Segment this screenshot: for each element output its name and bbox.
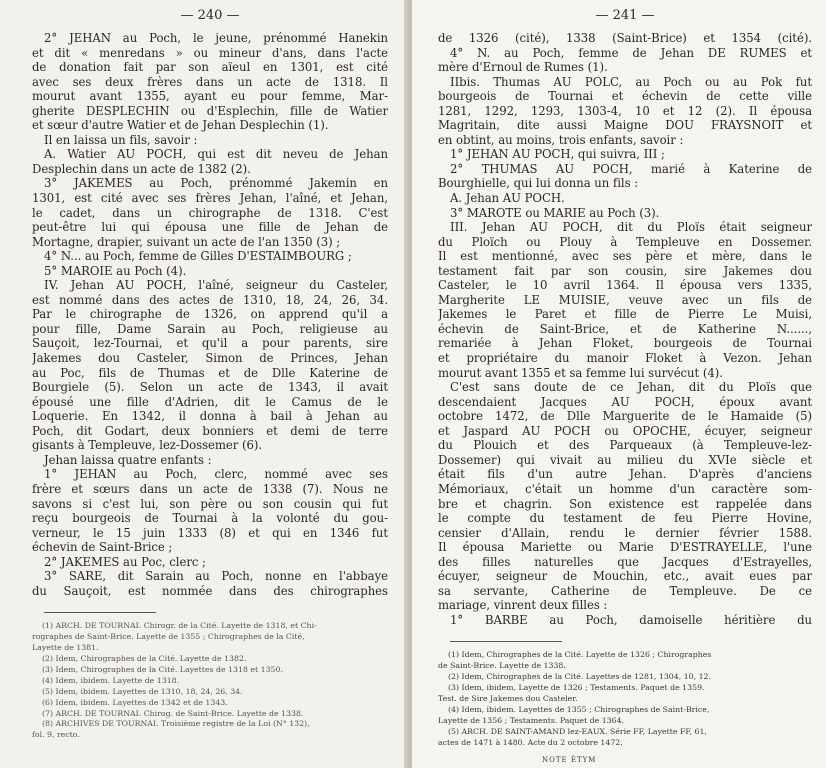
text-line: A. Watier AU POCH, qui est dit neveu de Jehan [44,147,388,162]
text-line: échevin de Saint-Brice ; [32,540,173,555]
text-line: 2° THUMAS AU POCH, marié à Katerine de [450,161,812,176]
text-line: 2° JAKEMES au Poc, clerc ; [44,554,206,569]
text-line: 1301, est cité avec ses frères Jehan, l'aîné, et Jehan, [32,191,388,206]
footnote-line: actes de 1471 à 1480. Acte du 2 octobre 1472. [438,737,623,747]
text-line: Bourghielle, qui lui donna un fils : [438,176,639,191]
text-line: du Plouich et des Parqueaux (à Templeuve-lez- [438,438,812,453]
text-line: au Poc, fils de Thumas et de Dlle Katerine de [32,365,388,380]
text-line: Loquerie. En 1342, il donna à bail à Jehan au [32,409,388,424]
left-page [0,0,408,768]
text-line: Jakemes le Paret et fille de Pierre Le Muisi, [438,307,812,322]
text-line: IV. Jehan AU POCH, l'aîné, seigneur du Casteler, [44,278,388,293]
text-line: le compte du testament de feu Pierre Hovine, [438,511,812,526]
text-line: Dossemer) qui vivait au milieu du XVIe siècle et [438,452,812,467]
text-line: testament fait par son cousin, sire Jakemes dou [438,263,812,278]
text-line: Il en laissa un fils, savoir : [44,132,198,147]
text-line: Jakemes dou Casteler, Simon de Princes, Jehan [32,351,388,366]
footnote-rule [450,641,562,642]
text-line: gisants à Templeuve, lez-Dossemer (6). [32,438,263,453]
text-line: Jehan laissa quatre enfants : [44,452,212,467]
text-line: octobre 1472, de Dlle Marguerite de le Hamaide (5) [438,409,812,424]
text-line: savons si c'est lui, son père ou son cousin qui fut [32,496,388,511]
text-line: pour fille, Dame Sarain au Poch, religieuse au [32,321,388,336]
footnote-line: (5) Idem, ibidem. Layettes de 1310, 18, 24, 26, 34. [42,686,243,696]
footnote-line: (4) Idem, ibidem. Layette de 1318. [42,675,180,685]
text-line: descendaient Jacques AU POCH, époux avant [438,394,812,409]
footnote-line: (3) Idem, ibidem, Layette de 1326 ; Testaments. Paquet de 1359. [448,683,705,693]
text-line: et dit « menredans » ou mineur d'ans, dans l'acte [32,45,388,60]
footnote-line: (5) ARCH. DE SAINT-AMAND lez-EAUX. Série FF, Layette FF, 61, [448,726,707,736]
footnote-line: (3) Idem, Chirographes de la Cité. Layettes de 1318 et 1350. [42,664,283,674]
text-line: épousé une fille d'Adrien, dit le Camus de le [32,394,388,409]
text-line: de donation fait par son aïeul en 1301, est cité [32,60,388,75]
text-line: du Ploïch ou Plouy à Templeuve en Dossemer. [438,234,812,249]
text-line: des filles naturelles que Jacques d'Estrayelles, [438,554,812,569]
text-line: 3° MAROTE ou MARIE au Poch (3). [450,205,660,220]
text-line: mourut avant 1355, ayant eu pour femme, Mar- [32,89,388,104]
footnote-line: Layette de 1356 ; Testaments. Paquet de 1364. [438,715,625,725]
text-line: C'est sans doute de ce Jehan, dit du Ploïs que [450,380,812,395]
text-line: sa servante, Catherine de Templeuve. De ce [438,583,812,598]
text-line: reçu bourgeois de Tournai à la volonté du gou- [32,511,388,526]
text-line: peut-être lui qui épousa une fille de Jehan de [32,220,388,235]
text-line: bre et chagrin. Son existence est rappelée dans [438,496,812,511]
text-line: Sauçoit, lez-Tournai, et qu'il a pour parents, sire [32,336,388,351]
text-line: en obtint, au moins, trois enfants, savoir : [438,132,684,147]
text-line: avec ses deux frères dans un acte de 1318. Il [32,74,388,89]
text-line: Poch, dit Godart, deux bonniers et demi de terre [32,423,388,438]
footnote-line: (2) Idem, Chirographes de la Cité. Layettes de 1281, 1304, 10, 12. [448,672,711,682]
text-line: Mémoriaux, c'était un homme d'un caractère som- [438,481,812,496]
text-line: frère et sœurs dans un acte de 1338 (7). Nous ne [32,481,388,496]
text-line: IIbis. Thumas AU POLC, au Poch ou au Pok fut [450,74,812,89]
text-line: Margherite LE MUISIE, veuve avec un fils de [438,292,812,307]
left-footnotes [32,621,388,741]
footnote-line: (6) Idem, ibidem. Layettes de 1342 et de 1343. [42,697,228,707]
text-line: du Sauçoit, est nommée dans des chirographes [32,583,388,598]
text-line: Il épousa Mariette ou Marie D'ESTRAYELLE, l'une [438,540,812,555]
footnote-line: (7) ARCH. DE TOURNAI. Chirog. de Saint-Brice. Layette de 1338. [42,708,304,718]
text-line: verneur, le 15 juin 1333 (8) et qui en 1346 fut [32,525,388,540]
text-line: mariage, vinrent deux filles : [438,598,608,613]
footnote-line: (2) Idem, Chirographes de la Cité. Layette de 1382. [42,654,247,664]
text-line: 1° JEHAN au Poch, clerc, nommé avec ses [44,467,388,482]
text-line: Mortagne, drapier, suivant un acte de l'an 1350 (3) ; [32,234,341,249]
left-page-number: — 240 — [180,8,240,23]
text-line: Par le chirographe de 1326, on apprend qu'il a [32,307,388,322]
footnote-line: (1) Idem, Chirographes de la Cité. Layette de 1326 ; Chirographes [448,650,712,660]
text-line: était fils d'un autre Jehan. D'après d'anciens [438,467,812,482]
text-line: échevin de Saint-Brice, et de Katherine N......, [438,321,812,336]
text-line: III. Jehan AU POCH, dit du Ploïs était seigneur [450,220,812,235]
text-line: 1281, 1292, 1293, 1303-4, 10 et 12 (2). Il épousa [438,103,812,118]
printer-signature: NOTE ÉTYM [542,755,597,764]
right-page-number: — 241 — [595,8,655,23]
footnote-line: rographes de Saint-Brice. Layette de 1355 ; Chirographes de la Cité, [32,632,305,642]
footnote-line: (8) ARCHIVES DE TOURNAI. Troisième registre de la Loi (N° 132), [42,719,310,729]
text-line: le cadet, dans un chirographe de 1318. C'est [32,205,388,220]
right-footnotes [438,650,812,748]
left-page-body [32,31,388,598]
text-line: et Jaspard AU POCH ou OPOCHE, écuyer, seigneur [438,423,812,438]
text-line: censier d'Allain, rendu le dernier février 1588. [438,525,812,540]
text-line: et sœur d'autre Watier et de Jehan Desplechin (1). [32,118,329,133]
footnote-line: fol. 9, recto. [32,730,80,740]
text-line: bourgeois de Tournai et échevin de cette ville [438,89,812,104]
right-page [412,0,826,768]
text-line: A. Jehan AU POCH. [450,191,565,206]
text-line: Magritain, dite aussi Maigne DOU FRAYSNOIT et [438,118,812,133]
text-line: Desplechin dans un acte de 1382 (2). [32,161,251,176]
text-line: remariée à Jehan Floket, bourgeois de Tournai [438,336,812,351]
right-page-body [438,31,812,627]
text-line: est nommé dans des actes de 1310, 18, 24, 26, 34. [32,292,388,307]
text-line: et propriétaire du manoir Floket à Vezon. Jehan [438,351,812,366]
footnote-line: (4) Idem, ibidem. Layettes de 1355 ; Chirographes de Saint-Brice, [448,704,710,714]
text-line: Casteler, le 10 avril 1364. Il épousa vers 1335, [438,278,812,293]
text-line: 1° JEHAN AU POCH, qui suivra, III ; [450,147,665,162]
text-line: Il est mentionné, avec ses père et mère, dans le [438,249,812,264]
text-line: gherite DESPLECHIN ou d'Esplechin, fille de Watier [32,103,388,118]
footnote-line: de Saint-Brice. Layette de 1338. [438,661,566,671]
text-line: 3° SARE, dit Sarain au Poch, nonne en l'abbaye [44,569,388,584]
text-line: mourut avant 1355 et sa femme lui survécut (4). [438,365,723,380]
text-line: Bourgiele (5). Selon un acte de 1343, il avait [32,380,388,395]
text-line: de 1326 (cité), 1338 (Saint-Brice) et 1354 (cité). [438,31,812,45]
text-line: 4° N... au Poch, femme de Gilles D'ESTAIMBOURG ; [44,249,352,264]
footnote-line: (1) ARCH. DE TOURNAI. Chirogr. de la Cité. Layette de 1318, et Chi- [42,621,317,631]
text-line: 1° BARBE au Poch, damoiselle héritière du [450,612,812,627]
footnote-line: Layette de 1381. [32,643,99,653]
footnote-rule [44,612,156,613]
text-line: 4° N. au Poch, femme de Jehan DE RUMES et [450,45,812,60]
text-line: 3° JAKEMES au Poch, prénommé Jakemin en [44,176,388,191]
text-line: mère d'Ernoul de Rumes (1). [438,60,608,75]
text-line: 5° MAROIE au Poch (4). [44,263,187,278]
footnote-line: Test. de Sire Jakemes dou Casteler. [438,694,578,704]
text-line: écuyer, seigneur de Mouchin, etc., avait eues par [438,569,812,584]
text-line: 2° JEHAN au Poch, le jeune, prénommé Hanekin [44,31,388,45]
